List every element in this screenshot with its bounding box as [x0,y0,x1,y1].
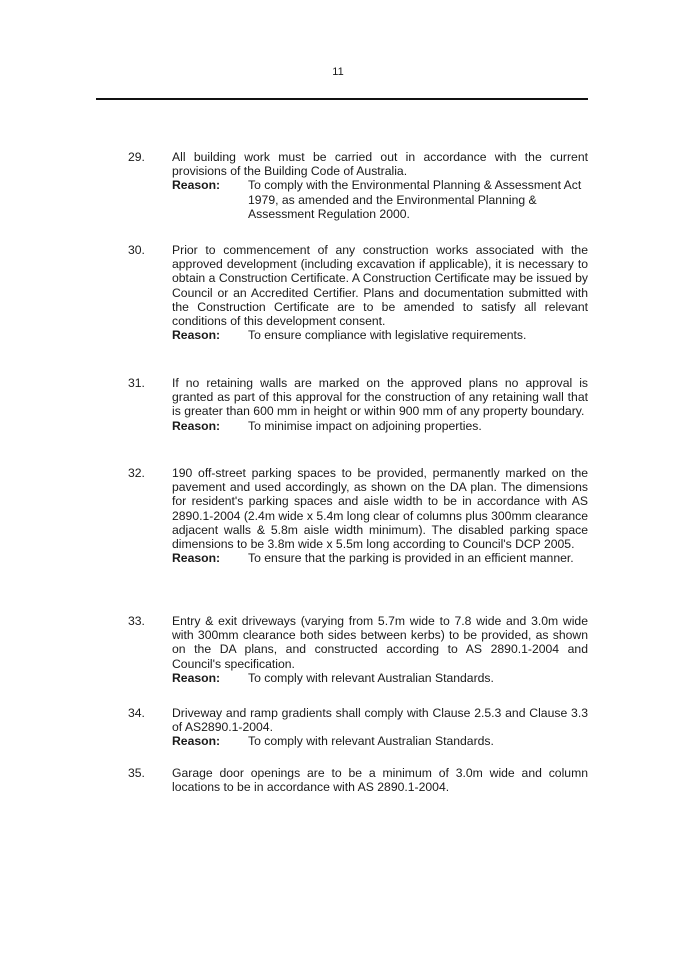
condition-35 [128,766,588,794]
condition-reason [172,328,588,342]
reason-label: Reason: [172,670,221,685]
condition-reason [172,551,588,565]
condition-33 [128,614,588,685]
condition-number: 32. [128,466,145,480]
condition-reason [172,734,588,748]
condition-text: 190 off-street parking spaces to be provided, permanently marked on the pavement and used accordingly, as shown on the DA plan. The dimensions for resident's parking spaces and aisle width to be in accordance with AS 2890.1-2004 (2.4m wide x 5.4m long clear of columns plus 300mm clearance adjacent walls & 5.8m aisle width minimum). The disabled parking space dimensions to be 3.8m wide x 5.5m long according to Council's DCP 2005. [172,466,588,552]
reason-label: Reason: [172,178,221,193]
condition-31 [128,376,588,433]
condition-number: 31. [128,376,145,390]
condition-32 [128,466,588,565]
condition-34 [128,706,588,749]
condition-29 [128,150,588,221]
header-rule [96,98,588,100]
reason-text: To comply with the Environmental Planning & Assessment Act 1979, as amended and the Environmental Planning & Assessment Regulation 2000. [248,178,582,221]
page-number: 11 [332,66,344,78]
reason-text: To comply with relevant Australian Standards. [248,734,494,749]
reason-label: Reason: [172,418,221,433]
condition-number: 33. [128,614,145,628]
condition-text: Prior to commencement of any construction works associated with the approved development (including excavation if applicable), it is necessary to obtain a Construction Certificate. A Construction Certificate may be issued by Council or an Accredited Certifier. Plans and documentation submitted with the Construction Certificate are to be amended to satisfy all relevant conditions of this development consent. [172,243,588,329]
condition-reason [172,671,588,685]
condition-30 [128,243,588,342]
reason-label: Reason: [172,551,221,566]
condition-number: 35. [128,766,145,780]
reason-text: To minimise impact on adjoining properties. [248,418,482,433]
reason-label: Reason: [172,328,221,343]
condition-number: 34. [128,706,145,720]
condition-text: If no retaining walls are marked on the approved plans no approval is granted as part of this approval for the construction of any retaining wall that is greater than 600 mm in height or within 900 mm of any property boundary. [172,376,588,419]
condition-reason [172,178,588,221]
reason-text: To ensure compliance with legislative requirements. [248,328,527,343]
condition-text: Entry & exit driveways (varying from 5.7m wide to 7.8 wide and 3.0m wide with 300mm clearance both sides between kerbs) to be provided, as shown on the DA plans, and constructed according to AS 2890.1-2004 and Council's specification. [172,614,588,671]
condition-number: 30. [128,243,145,257]
condition-text: Driveway and ramp gradients shall comply with Clause 2.5.3 and Clause 3.3 of AS2890.1-2004. [172,706,588,735]
condition-text: Garage door openings are to be a minimum of 3.0m wide and column locations to be in accordance with AS 2890.1-2004. [172,766,588,795]
reason-label: Reason: [172,734,221,749]
reason-text: To ensure that the parking is provided in an efficient manner. [248,551,574,566]
reason-text: To comply with relevant Australian Standards. [248,670,494,685]
condition-text: All building work must be carried out in accordance with the current provisions of the Building Code of Australia. [172,150,588,179]
condition-reason [172,419,588,433]
condition-number: 29. [128,150,145,164]
